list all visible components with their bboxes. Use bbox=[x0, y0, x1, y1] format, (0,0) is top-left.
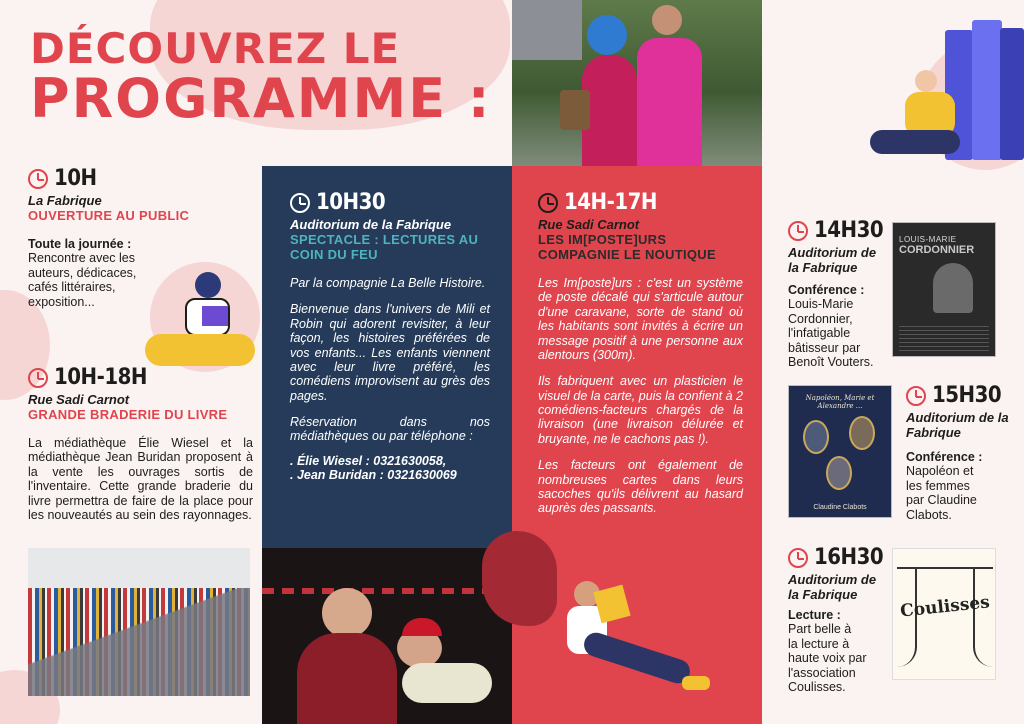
event-line: Rencontre avec les bbox=[28, 251, 136, 266]
event-line: exposition... bbox=[28, 294, 95, 309]
clock-icon bbox=[788, 548, 808, 568]
event-line: Part belle à bbox=[788, 622, 852, 637]
event-line: l'association bbox=[788, 665, 856, 680]
event-place: La Fabrique bbox=[28, 193, 102, 208]
decor-blob bbox=[482, 531, 557, 626]
event-line: Benoît Vouters. bbox=[788, 354, 874, 369]
event-place: Auditorium de la Fabrique bbox=[290, 217, 452, 232]
event-line: par Claudine bbox=[906, 493, 977, 508]
event-place: Auditorium de la Fabrique bbox=[788, 572, 877, 602]
event-line: cafés littéraires, bbox=[28, 280, 116, 295]
event-description: La médiathèque Élie Wiesel et la médiathèque Jean Buridan proposent à la vente les ouvrages sortis de l'inventaire. Cette grande braderie du livre permettra de faire de la place pour les nouveautés au sein des rayonnages. bbox=[28, 436, 253, 522]
event-paragraph: Par la compagnie La Belle Histoire. bbox=[290, 276, 486, 290]
clock-icon bbox=[28, 169, 48, 189]
clock-icon bbox=[906, 386, 926, 406]
actors-photo bbox=[512, 0, 762, 166]
book-title: Napoléon, Marie et Alexandre ... bbox=[805, 394, 875, 410]
event-line: Napoléon et bbox=[906, 464, 974, 479]
book-cover-cordonnier bbox=[892, 222, 996, 357]
event-line: haute voix par bbox=[788, 651, 867, 666]
event-time: 10H bbox=[54, 166, 97, 191]
page-title bbox=[30, 24, 492, 130]
event-place: Rue Sadi Carnot bbox=[28, 392, 130, 407]
book-cover-napoleon bbox=[788, 385, 892, 518]
event-10h-18h bbox=[28, 365, 253, 522]
event-14h30 bbox=[788, 218, 888, 369]
event-time: 14H-17H bbox=[564, 190, 657, 215]
phone-line: . Jean Buridan : 0321630069 bbox=[290, 468, 457, 483]
event-title: OUVERTURE AU PUBLIC bbox=[28, 208, 190, 223]
event-title: LES IM[POSTE]URS COMPAGNIE LE NOUTIQUE bbox=[538, 232, 716, 262]
event-line: la lecture à bbox=[788, 636, 850, 651]
event-place: Auditorium de la Fabrique bbox=[906, 410, 1009, 440]
event-title: SPECTACLE : LECTURES AU COIN DU FEU bbox=[290, 232, 479, 262]
storytellers-photo bbox=[262, 548, 512, 724]
book-title-b: CORDONNIER bbox=[899, 244, 975, 256]
event-line: Cordonnier, bbox=[788, 311, 853, 326]
event-time: 15H30 bbox=[932, 383, 1002, 408]
book-sale-photo bbox=[28, 548, 250, 696]
event-time: 14H30 bbox=[814, 218, 884, 243]
event-line: bâtisseur par bbox=[788, 340, 861, 355]
imposteurs-panel bbox=[512, 166, 762, 724]
event-title: GRANDE BRADERIE DU LIVRE bbox=[28, 407, 228, 422]
event-16h30 bbox=[788, 545, 888, 694]
event-heading: Conférence : bbox=[788, 283, 865, 297]
event-place: Rue Sadi Carnot bbox=[538, 217, 640, 232]
event-heading: Conférence : bbox=[906, 450, 983, 464]
event-time: 16H30 bbox=[814, 545, 884, 570]
event-heading: Lecture : bbox=[788, 608, 841, 622]
event-line: l'infatigable bbox=[788, 326, 851, 341]
clock-icon bbox=[538, 193, 558, 213]
event-time: 10H-18H bbox=[54, 365, 147, 390]
event-paragraph: Les facteurs ont également de nombreuses cartes dans leurs sacoches qu'ils délivrent au hasard auprès des passants. bbox=[538, 458, 743, 516]
reading-illustration bbox=[860, 20, 1024, 170]
event-line: les femmes bbox=[906, 478, 970, 493]
event-heading: Toute la journée : bbox=[28, 237, 132, 251]
event-time: 10H30 bbox=[316, 190, 386, 215]
clock-icon bbox=[290, 193, 310, 213]
spectacle-panel bbox=[262, 166, 512, 548]
event-paragraph: Les Im[poste]urs : c'est un système de poste décalé qui s'articule autour d'une caravane, sorte de stand où les habitants sont invités à écrire un message positif à une personne aux alentours (300m). bbox=[538, 276, 743, 362]
book-author: Claudine Clabots bbox=[813, 504, 867, 511]
event-paragraph: Bienvenue dans l'univers de Mili et Robin qui adorent revisiter, à leur façon, les histoires préférées de vos enfants... Les enfants viennent avec leur livre préféré, les comédiens improvisent au grès des pages. bbox=[290, 302, 490, 403]
event-paragraph: Ils fabriquent avec un plasticien le visuel de la carte, puis la confient à 2 comédiens-facteurs chargés de la livraison (une livraison délurée et bruyante, ne le cachons pas !). bbox=[538, 374, 743, 446]
title-line1: DÉCOUVREZ LE bbox=[30, 24, 401, 73]
event-15h30 bbox=[906, 383, 1011, 522]
event-line: Clabots. bbox=[906, 507, 952, 522]
event-line: Coulisses. bbox=[788, 679, 846, 694]
title-line2: PROGRAMME : bbox=[30, 67, 492, 130]
phone-line: . Élie Wiesel : 0321630058, bbox=[290, 453, 447, 468]
event-line: Louis-Marie bbox=[788, 297, 854, 312]
reading-man-illustration bbox=[552, 576, 722, 716]
clock-icon bbox=[788, 221, 808, 241]
event-paragraph: Réservation dans nos médiathèques ou par téléphone : bbox=[290, 415, 490, 444]
reading-woman-illustration bbox=[140, 262, 265, 377]
event-place: Auditorium de la Fabrique bbox=[788, 245, 877, 275]
book-title-a: LOUIS-MARIE bbox=[899, 235, 957, 244]
logo-text: Coulisses bbox=[899, 592, 991, 622]
event-line: auteurs, dédicaces, bbox=[28, 265, 137, 280]
coulisses-logo bbox=[892, 548, 996, 680]
clock-icon bbox=[28, 368, 48, 388]
